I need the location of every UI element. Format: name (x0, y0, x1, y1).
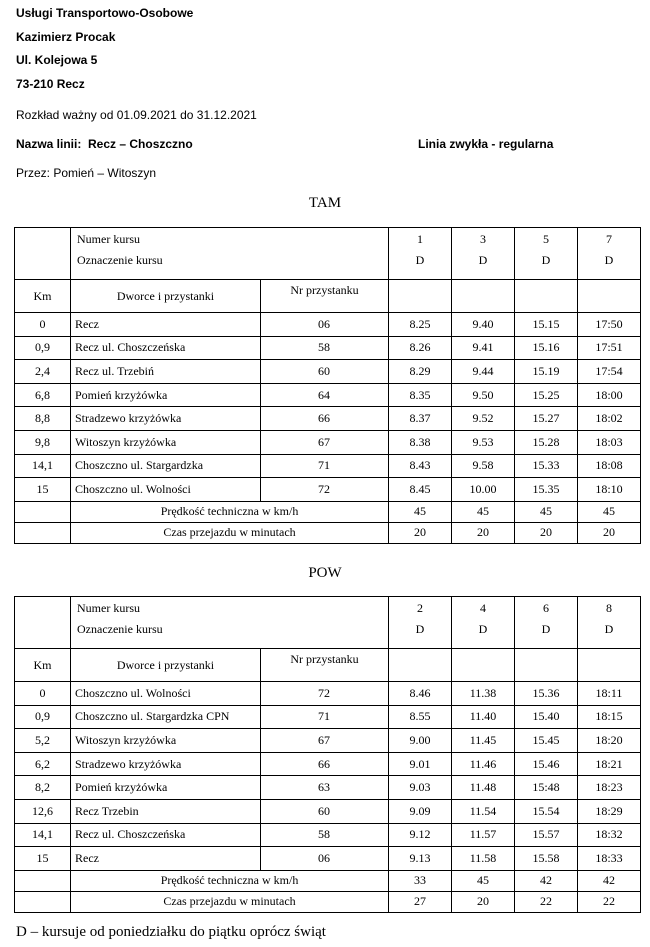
km-cell: 0,9 (15, 705, 71, 729)
departure-time-cell: 9.52 (452, 407, 515, 431)
footnote: D – kursuje od poniedziałku do piątku oprócz świąt (16, 924, 326, 940)
stop-name-cell: Choszczno ul. Wolności (71, 682, 261, 706)
duration-cell: 20 (452, 891, 515, 912)
departure-time-cell: 18:15 (578, 705, 641, 729)
numer-kursu-label: Numer kursu (77, 232, 140, 246)
departure-time-cell: 15.25 (515, 383, 578, 407)
departure-time-cell: 9.12 (389, 823, 452, 847)
departure-time-cell: 9.01 (389, 752, 452, 776)
blank-cell (515, 649, 578, 682)
blank-cell (15, 228, 71, 280)
km-cell: 6,8 (15, 383, 71, 407)
blank-cell (15, 522, 71, 543)
course-number: 4 (480, 601, 486, 615)
departure-time-cell: 15.58 (515, 847, 578, 871)
departure-time-cell: 8.35 (389, 383, 452, 407)
blank-cell (515, 280, 578, 313)
duration-cell: 20 (578, 522, 641, 543)
departure-time-cell: 9.53 (452, 430, 515, 454)
km-cell: 14,1 (15, 454, 71, 478)
company-city: 73-210 Recz (16, 77, 85, 91)
departure-time-cell: 9.58 (452, 454, 515, 478)
stop-name-cell: Stradzewo krzyżówka (71, 407, 261, 431)
departure-time-cell: 9.41 (452, 336, 515, 360)
departure-time-cell: 8.45 (389, 478, 452, 502)
stop-number-cell: 67 (261, 729, 389, 753)
departure-time-cell: 10.00 (452, 478, 515, 502)
company-street: Ul. Kolejowa 5 (16, 53, 98, 67)
stop-number-cell: 66 (261, 407, 389, 431)
departure-time-cell: 15.46 (515, 752, 578, 776)
departure-time-cell: 8.43 (389, 454, 452, 478)
table-row (15, 360, 641, 384)
course-cell (452, 228, 515, 280)
stop-number-cell: 71 (261, 454, 389, 478)
departure-time-cell: 18:32 (578, 823, 641, 847)
company-owner: Kazimierz Procak (16, 30, 116, 44)
stop-name-cell: Recz ul. Choszczeńska (71, 823, 261, 847)
km-cell: 0 (15, 682, 71, 706)
speed-row (15, 501, 641, 522)
departure-time-cell: 8.25 (389, 313, 452, 337)
departure-time-cell: 15.40 (515, 705, 578, 729)
stop-name-cell: Choszczno ul. Stargardzka (71, 454, 261, 478)
course-cell (515, 597, 578, 649)
table-row (15, 729, 641, 753)
departure-time-cell: 8.55 (389, 705, 452, 729)
table-row (15, 823, 641, 847)
table-row (15, 682, 641, 706)
blank-cell (15, 870, 71, 891)
table-row (15, 336, 641, 360)
blank-cell (15, 597, 71, 649)
line-name-row (16, 137, 193, 151)
departure-time-cell: 17:50 (578, 313, 641, 337)
km-cell: 5,2 (15, 729, 71, 753)
km-cell: 12,6 (15, 799, 71, 823)
course-cell (515, 228, 578, 280)
duration-cell: 20 (515, 522, 578, 543)
stop-number-cell: 67 (261, 430, 389, 454)
stop-name-cell: Choszczno ul. Stargardzka CPN (71, 705, 261, 729)
speed-label: Prędkość techniczna w km/h (71, 501, 389, 522)
stop-number-cell: 72 (261, 478, 389, 502)
departure-time-cell: 18:33 (578, 847, 641, 871)
duration-cell: 22 (578, 891, 641, 912)
table-row (15, 776, 641, 800)
stop-number-cell: 63 (261, 776, 389, 800)
speed-cell: 42 (578, 870, 641, 891)
departure-time-cell: 18:03 (578, 430, 641, 454)
departure-time-cell: 11.54 (452, 799, 515, 823)
departure-time-cell: 15.27 (515, 407, 578, 431)
duration-row (15, 891, 641, 912)
tam-table (14, 227, 641, 544)
km-header: Km (15, 649, 71, 682)
speed-cell: 45 (578, 501, 641, 522)
km-cell: 14,1 (15, 823, 71, 847)
course-mark: D (541, 622, 551, 636)
km-header: Km (15, 280, 71, 313)
stop-number-cell: 58 (261, 823, 389, 847)
km-cell: 8,8 (15, 407, 71, 431)
stop-name-cell: Witoszyn krzyżówka (71, 729, 261, 753)
column-header-row (15, 649, 641, 682)
stops-header: Dworce i przystanki (71, 649, 261, 682)
column-header-row (15, 280, 641, 313)
line-name: Recz – Choszczno (88, 137, 193, 151)
course-number: 5 (543, 232, 549, 246)
blank-cell (15, 891, 71, 912)
line-label: Nazwa linii: (16, 137, 82, 151)
km-cell: 9,8 (15, 430, 71, 454)
stop-number-header: Nr przystanku (261, 280, 389, 313)
departure-time-cell: 18:21 (578, 752, 641, 776)
via-text: Przez: Pomień – Witoszyn (16, 166, 157, 180)
departure-time-cell: 15.54 (515, 799, 578, 823)
course-number: 2 (417, 601, 423, 615)
speed-cell: 42 (515, 870, 578, 891)
course-number: 1 (417, 232, 423, 246)
stop-name-cell: Pomień krzyżówka (71, 776, 261, 800)
table-row (15, 454, 641, 478)
stop-name-cell: Recz ul. Trzebiń (71, 360, 261, 384)
course-header-row (15, 228, 641, 280)
table-row (15, 313, 641, 337)
departure-time-cell: 15.35 (515, 478, 578, 502)
stop-name-cell: Recz (71, 313, 261, 337)
course-cell (452, 597, 515, 649)
course-cell (389, 597, 452, 649)
duration-cell: 27 (389, 891, 452, 912)
table-row (15, 799, 641, 823)
stops-header: Dworce i przystanki (71, 280, 261, 313)
departure-time-cell: 15.36 (515, 682, 578, 706)
line-type: Linia zwykła - regularna (418, 137, 554, 151)
course-number: 3 (480, 232, 486, 246)
km-cell: 8,2 (15, 776, 71, 800)
departure-time-cell: 11.38 (452, 682, 515, 706)
duration-label: Czas przejazdu w minutach (71, 891, 389, 912)
duration-cell: 20 (452, 522, 515, 543)
km-cell: 0 (15, 313, 71, 337)
course-label-cell (71, 228, 389, 280)
stop-number-header: Nr przystanku (261, 649, 389, 682)
departure-time-cell: 8.38 (389, 430, 452, 454)
speed-label: Prędkość techniczna w km/h (71, 870, 389, 891)
course-mark: D (478, 253, 488, 267)
stop-number-cell: 06 (261, 847, 389, 871)
departure-time-cell: 11.57 (452, 823, 515, 847)
km-cell: 15 (15, 847, 71, 871)
departure-time-cell: 18:02 (578, 407, 641, 431)
departure-time-cell: 18:23 (578, 776, 641, 800)
stop-number-cell: 06 (261, 313, 389, 337)
table-row (15, 478, 641, 502)
departure-time-cell: 8.46 (389, 682, 452, 706)
blank-cell (578, 280, 641, 313)
stop-name-cell: Recz Trzebin (71, 799, 261, 823)
duration-row (15, 522, 641, 543)
departure-time-cell: 15.33 (515, 454, 578, 478)
stop-number-cell: 72 (261, 682, 389, 706)
blank-cell (452, 280, 515, 313)
pow-table (14, 596, 641, 913)
stop-name-cell: Witoszyn krzyżówka (71, 430, 261, 454)
departure-time-cell: 9.00 (389, 729, 452, 753)
departure-time-cell: 9.09 (389, 799, 452, 823)
oznaczenie-kursu-label: Oznaczenie kursu (77, 253, 163, 267)
table-row (15, 430, 641, 454)
departure-time-cell: 9.50 (452, 383, 515, 407)
departure-time-cell: 18:10 (578, 478, 641, 502)
duration-cell: 22 (515, 891, 578, 912)
blank-cell (389, 649, 452, 682)
table-row (15, 847, 641, 871)
pow-title: POW (308, 565, 342, 581)
validity-text: Rozkład ważny od 01.09.2021 do 31.12.2021 (16, 108, 257, 122)
stop-name-cell: Pomień krzyżówka (71, 383, 261, 407)
departure-time-cell: 11.46 (452, 752, 515, 776)
course-cell (578, 597, 641, 649)
departure-time-cell: 18:08 (578, 454, 641, 478)
stop-number-cell: 60 (261, 799, 389, 823)
course-cell (389, 228, 452, 280)
departure-time-cell: 11.48 (452, 776, 515, 800)
departure-time-cell: 18:29 (578, 799, 641, 823)
departure-time-cell: 15.15 (515, 313, 578, 337)
speed-cell: 33 (389, 870, 452, 891)
stop-number-cell: 66 (261, 752, 389, 776)
company-name: Usługi Transportowo-Osobowe (16, 6, 194, 20)
stop-number-cell: 64 (261, 383, 389, 407)
course-mark: D (415, 622, 425, 636)
course-mark: D (415, 253, 425, 267)
departure-time-cell: 15.16 (515, 336, 578, 360)
table-row (15, 752, 641, 776)
course-number: 8 (606, 601, 612, 615)
stop-number-cell: 60 (261, 360, 389, 384)
numer-kursu-label: Numer kursu (77, 601, 140, 615)
stop-name-cell: Choszczno ul. Wolności (71, 478, 261, 502)
departure-time-cell: 18:11 (578, 682, 641, 706)
blank-cell (578, 649, 641, 682)
stop-number-cell: 58 (261, 336, 389, 360)
departure-time-cell: 8.26 (389, 336, 452, 360)
departure-time-cell: 9.40 (452, 313, 515, 337)
departure-time-cell: 9.03 (389, 776, 452, 800)
departure-time-cell: 15.45 (515, 729, 578, 753)
departure-time-cell: 11.45 (452, 729, 515, 753)
blank-cell (15, 501, 71, 522)
table-row (15, 407, 641, 431)
departure-time-cell: 15.28 (515, 430, 578, 454)
blank-cell (452, 649, 515, 682)
blank-cell (389, 280, 452, 313)
oznaczenie-kursu-label: Oznaczenie kursu (77, 622, 163, 636)
stop-number-cell: 71 (261, 705, 389, 729)
table-row (15, 383, 641, 407)
departure-time-cell: 15:48 (515, 776, 578, 800)
course-header-row (15, 597, 641, 649)
departure-time-cell: 8.37 (389, 407, 452, 431)
departure-time-cell: 11.58 (452, 847, 515, 871)
km-cell: 2,4 (15, 360, 71, 384)
tam-title: TAM (308, 195, 342, 211)
speed-cell: 45 (452, 501, 515, 522)
course-cell (578, 228, 641, 280)
course-mark: D (541, 253, 551, 267)
departure-time-cell: 15.19 (515, 360, 578, 384)
km-cell: 6,2 (15, 752, 71, 776)
departure-time-cell: 11.40 (452, 705, 515, 729)
stop-name-cell: Recz ul. Choszczeńska (71, 336, 261, 360)
stop-name-cell: Stradzewo krzyżówka (71, 752, 261, 776)
course-label-cell (71, 597, 389, 649)
course-mark: D (604, 622, 614, 636)
stop-name-cell: Recz (71, 847, 261, 871)
speed-cell: 45 (515, 501, 578, 522)
departure-time-cell: 17:54 (578, 360, 641, 384)
departure-time-cell: 15.57 (515, 823, 578, 847)
course-number: 7 (606, 232, 612, 246)
table-row (15, 705, 641, 729)
departure-time-cell: 18:00 (578, 383, 641, 407)
speed-cell: 45 (389, 501, 452, 522)
duration-cell: 20 (389, 522, 452, 543)
course-mark: D (478, 622, 488, 636)
km-cell: 0,9 (15, 336, 71, 360)
departure-time-cell: 9.44 (452, 360, 515, 384)
speed-cell: 45 (452, 870, 515, 891)
course-number: 6 (543, 601, 549, 615)
course-mark: D (604, 253, 614, 267)
departure-time-cell: 17:51 (578, 336, 641, 360)
departure-time-cell: 18:20 (578, 729, 641, 753)
departure-time-cell: 9.13 (389, 847, 452, 871)
km-cell: 15 (15, 478, 71, 502)
departure-time-cell: 8.29 (389, 360, 452, 384)
speed-row (15, 870, 641, 891)
duration-label: Czas przejazdu w minutach (71, 522, 389, 543)
